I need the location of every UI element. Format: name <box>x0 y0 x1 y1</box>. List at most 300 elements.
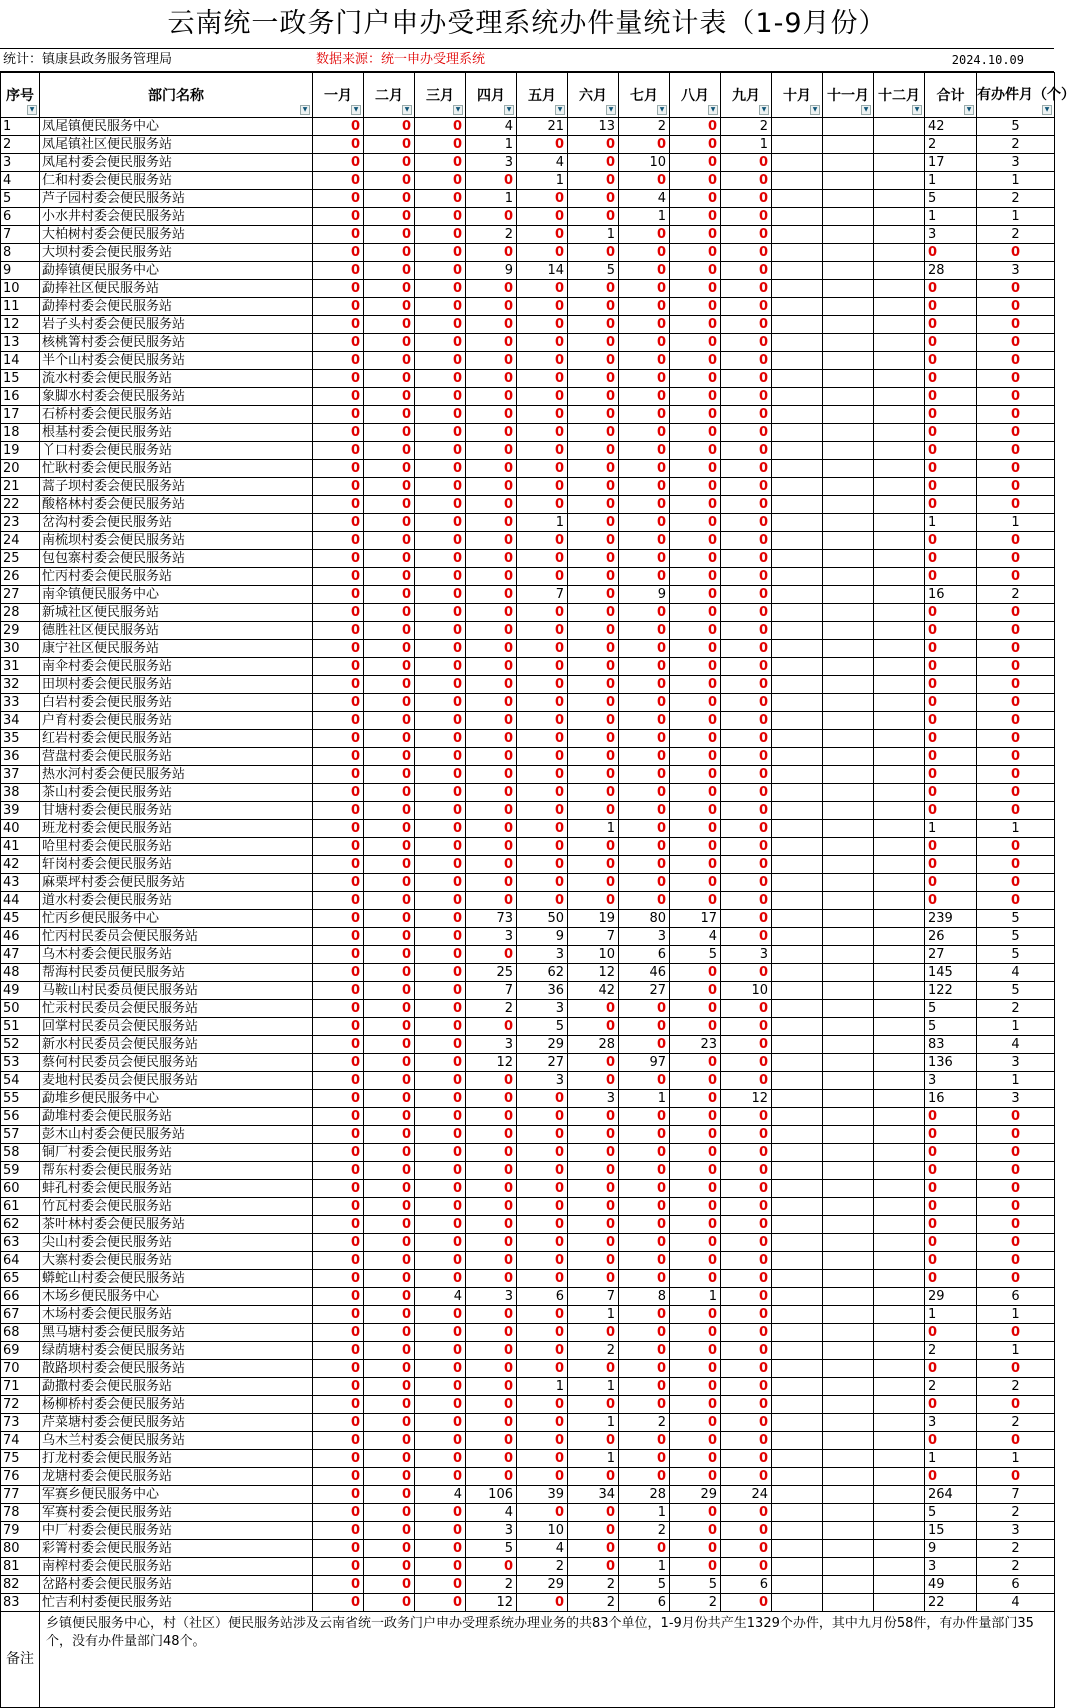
month-value-cell[interactable] <box>874 1594 925 1612</box>
month-value-cell[interactable]: 0 <box>313 1288 364 1306</box>
month-value-cell[interactable]: 0 <box>364 1342 415 1360</box>
month-value-cell[interactable]: 0 <box>415 676 466 694</box>
department-name-cell[interactable]: 甘塘村委会便民服务站 <box>40 802 313 820</box>
month-value-cell[interactable]: 0 <box>364 838 415 856</box>
department-name-cell[interactable]: 班龙村委会便民服务站 <box>40 820 313 838</box>
month-value-cell[interactable]: 10 <box>568 946 619 964</box>
month-value-cell[interactable] <box>874 1270 925 1288</box>
month-value-cell[interactable] <box>823 838 874 856</box>
month-value-cell[interactable]: 0 <box>721 388 772 406</box>
month-value-cell[interactable]: 0 <box>568 1324 619 1342</box>
month-value-cell[interactable] <box>772 208 823 226</box>
row-index-cell[interactable]: 1 <box>1 118 40 136</box>
month-value-cell[interactable]: 27 <box>619 982 670 1000</box>
month-value-cell[interactable]: 0 <box>466 244 517 262</box>
total-cell[interactable]: 0 <box>925 766 977 784</box>
month-value-cell[interactable]: 3 <box>466 928 517 946</box>
active-months-cell[interactable]: 3 <box>977 262 1055 280</box>
department-name-cell[interactable]: 象脚水村委会便民服务站 <box>40 388 313 406</box>
month-value-cell[interactable]: 0 <box>670 442 721 460</box>
month-value-cell[interactable]: 0 <box>568 604 619 622</box>
month-value-cell[interactable]: 0 <box>670 460 721 478</box>
month-value-cell[interactable] <box>772 640 823 658</box>
month-value-cell[interactable] <box>874 136 925 154</box>
month-value-cell[interactable]: 0 <box>313 1414 364 1432</box>
month-value-cell[interactable]: 0 <box>517 1234 568 1252</box>
month-value-cell[interactable]: 0 <box>313 316 364 334</box>
month-value-cell[interactable]: 0 <box>364 442 415 460</box>
month-value-cell[interactable]: 0 <box>517 298 568 316</box>
active-months-cell[interactable]: 2 <box>977 136 1055 154</box>
month-value-cell[interactable]: 4 <box>619 190 670 208</box>
month-value-cell[interactable]: 0 <box>415 118 466 136</box>
month-value-cell[interactable]: 0 <box>670 658 721 676</box>
month-value-cell[interactable]: 0 <box>364 460 415 478</box>
active-months-cell[interactable]: 2 <box>977 226 1055 244</box>
month-value-cell[interactable]: 0 <box>466 1180 517 1198</box>
month-value-cell[interactable]: 0 <box>568 694 619 712</box>
active-months-cell[interactable]: 0 <box>977 532 1055 550</box>
month-value-cell[interactable]: 1 <box>619 1504 670 1522</box>
month-value-cell[interactable]: 0 <box>670 1306 721 1324</box>
month-value-cell[interactable]: 0 <box>364 1216 415 1234</box>
month-value-cell[interactable] <box>874 1090 925 1108</box>
month-value-cell[interactable]: 0 <box>517 244 568 262</box>
month-value-cell[interactable] <box>874 604 925 622</box>
active-months-cell[interactable]: 1 <box>977 1450 1055 1468</box>
active-months-cell[interactable]: 0 <box>977 352 1055 370</box>
month-value-cell[interactable]: 0 <box>415 604 466 622</box>
active-months-cell[interactable]: 6 <box>977 1288 1055 1306</box>
active-months-cell[interactable]: 0 <box>977 1234 1055 1252</box>
dropdown-filter-icon[interactable]: ▼ <box>861 105 871 115</box>
month-value-cell[interactable]: 0 <box>415 1234 466 1252</box>
total-cell[interactable]: 1 <box>925 1450 977 1468</box>
month-value-cell[interactable]: 0 <box>313 1018 364 1036</box>
month-value-cell[interactable] <box>772 280 823 298</box>
month-value-cell[interactable] <box>772 622 823 640</box>
department-name-cell[interactable]: 茶山村委会便民服务站 <box>40 784 313 802</box>
month-value-cell[interactable]: 2 <box>466 1000 517 1018</box>
total-cell[interactable]: 2 <box>925 136 977 154</box>
month-value-cell[interactable] <box>823 622 874 640</box>
month-value-cell[interactable]: 0 <box>415 1576 466 1594</box>
month-value-cell[interactable]: 0 <box>721 838 772 856</box>
month-value-cell[interactable]: 0 <box>364 712 415 730</box>
month-value-cell[interactable]: 0 <box>313 280 364 298</box>
month-value-cell[interactable] <box>874 1180 925 1198</box>
total-cell[interactable]: 9 <box>925 1540 977 1558</box>
total-cell[interactable]: 0 <box>925 460 977 478</box>
month-value-cell[interactable] <box>874 1432 925 1450</box>
month-value-cell[interactable]: 0 <box>466 1360 517 1378</box>
month-value-cell[interactable]: 0 <box>364 910 415 928</box>
month-value-cell[interactable] <box>772 748 823 766</box>
month-value-cell[interactable]: 3 <box>466 1288 517 1306</box>
month-value-cell[interactable]: 0 <box>313 928 364 946</box>
month-value-cell[interactable] <box>874 784 925 802</box>
active-months-cell[interactable]: 0 <box>977 730 1055 748</box>
month-value-cell[interactable]: 0 <box>670 568 721 586</box>
month-value-cell[interactable]: 0 <box>466 748 517 766</box>
month-value-cell[interactable]: 0 <box>466 1198 517 1216</box>
month-value-cell[interactable]: 0 <box>466 298 517 316</box>
month-value-cell[interactable]: 0 <box>313 352 364 370</box>
month-value-cell[interactable]: 0 <box>313 370 364 388</box>
month-value-cell[interactable]: 0 <box>313 388 364 406</box>
row-index-cell[interactable]: 11 <box>1 298 40 316</box>
row-index-cell[interactable]: 15 <box>1 370 40 388</box>
month-value-cell[interactable] <box>874 280 925 298</box>
row-index-cell[interactable]: 30 <box>1 640 40 658</box>
month-value-cell[interactable]: 0 <box>517 874 568 892</box>
month-value-cell[interactable] <box>823 1360 874 1378</box>
month-value-cell[interactable]: 0 <box>619 226 670 244</box>
month-value-cell[interactable]: 0 <box>415 478 466 496</box>
active-months-cell[interactable]: 0 <box>977 622 1055 640</box>
month-value-cell[interactable] <box>772 334 823 352</box>
month-value-cell[interactable]: 0 <box>517 820 568 838</box>
column-header[interactable] <box>619 73 670 118</box>
month-value-cell[interactable]: 0 <box>721 1306 772 1324</box>
month-value-cell[interactable] <box>874 946 925 964</box>
month-value-cell[interactable]: 0 <box>415 1594 466 1612</box>
month-value-cell[interactable]: 0 <box>568 1126 619 1144</box>
total-cell[interactable]: 0 <box>925 298 977 316</box>
month-value-cell[interactable]: 0 <box>517 352 568 370</box>
month-value-cell[interactable]: 0 <box>619 1198 670 1216</box>
month-value-cell[interactable] <box>823 1486 874 1504</box>
active-months-cell[interactable]: 5 <box>977 910 1055 928</box>
active-months-cell[interactable]: 0 <box>977 874 1055 892</box>
month-value-cell[interactable]: 0 <box>313 1396 364 1414</box>
month-value-cell[interactable]: 0 <box>466 586 517 604</box>
row-index-cell[interactable]: 54 <box>1 1072 40 1090</box>
month-value-cell[interactable]: 0 <box>670 1000 721 1018</box>
month-value-cell[interactable]: 0 <box>619 784 670 802</box>
month-value-cell[interactable] <box>823 1306 874 1324</box>
month-value-cell[interactable] <box>772 658 823 676</box>
month-value-cell[interactable]: 0 <box>313 1108 364 1126</box>
month-value-cell[interactable] <box>823 1468 874 1486</box>
active-months-cell[interactable]: 0 <box>977 766 1055 784</box>
month-value-cell[interactable]: 0 <box>313 1450 364 1468</box>
month-value-cell[interactable]: 0 <box>721 280 772 298</box>
month-value-cell[interactable]: 0 <box>466 568 517 586</box>
department-name-cell[interactable]: 勐捧村委会便民服务站 <box>40 298 313 316</box>
month-value-cell[interactable]: 0 <box>313 766 364 784</box>
month-value-cell[interactable]: 0 <box>466 802 517 820</box>
month-value-cell[interactable] <box>823 874 874 892</box>
total-cell[interactable]: 0 <box>925 442 977 460</box>
active-months-cell[interactable]: 0 <box>977 694 1055 712</box>
total-cell[interactable]: 0 <box>925 1198 977 1216</box>
month-value-cell[interactable] <box>823 1450 874 1468</box>
month-value-cell[interactable]: 0 <box>619 1270 670 1288</box>
month-value-cell[interactable] <box>874 118 925 136</box>
month-value-cell[interactable]: 2 <box>619 118 670 136</box>
month-value-cell[interactable]: 0 <box>568 1000 619 1018</box>
month-value-cell[interactable]: 0 <box>313 1198 364 1216</box>
month-value-cell[interactable]: 0 <box>517 1108 568 1126</box>
row-index-cell[interactable]: 68 <box>1 1324 40 1342</box>
month-value-cell[interactable]: 0 <box>670 406 721 424</box>
month-value-cell[interactable]: 0 <box>517 892 568 910</box>
month-value-cell[interactable]: 1 <box>619 1558 670 1576</box>
month-value-cell[interactable]: 0 <box>313 208 364 226</box>
month-value-cell[interactable]: 0 <box>364 1594 415 1612</box>
row-index-cell[interactable]: 21 <box>1 478 40 496</box>
month-value-cell[interactable]: 0 <box>568 892 619 910</box>
row-index-cell[interactable]: 8 <box>1 244 40 262</box>
month-value-cell[interactable] <box>874 676 925 694</box>
month-value-cell[interactable]: 0 <box>415 334 466 352</box>
month-value-cell[interactable]: 0 <box>619 1072 670 1090</box>
row-index-cell[interactable]: 75 <box>1 1450 40 1468</box>
active-months-cell[interactable]: 0 <box>977 406 1055 424</box>
month-value-cell[interactable]: 0 <box>466 1126 517 1144</box>
month-value-cell[interactable]: 0 <box>670 532 721 550</box>
active-months-cell[interactable]: 0 <box>977 1468 1055 1486</box>
month-value-cell[interactable] <box>823 1090 874 1108</box>
active-months-cell[interactable]: 4 <box>977 1036 1055 1054</box>
month-value-cell[interactable]: 0 <box>517 316 568 334</box>
month-value-cell[interactable]: 0 <box>721 1144 772 1162</box>
month-value-cell[interactable]: 0 <box>670 1450 721 1468</box>
department-name-cell[interactable]: 忙丙村民委员会便民服务站 <box>40 928 313 946</box>
month-value-cell[interactable]: 0 <box>721 712 772 730</box>
month-value-cell[interactable]: 1 <box>670 1288 721 1306</box>
month-value-cell[interactable]: 0 <box>364 1558 415 1576</box>
month-value-cell[interactable]: 0 <box>721 1378 772 1396</box>
month-value-cell[interactable]: 0 <box>313 1234 364 1252</box>
row-index-cell[interactable]: 6 <box>1 208 40 226</box>
month-value-cell[interactable]: 0 <box>619 1216 670 1234</box>
month-value-cell[interactable]: 4 <box>517 154 568 172</box>
month-value-cell[interactable]: 0 <box>466 1450 517 1468</box>
month-value-cell[interactable]: 0 <box>517 1090 568 1108</box>
active-months-cell[interactable]: 0 <box>977 280 1055 298</box>
month-value-cell[interactable] <box>874 892 925 910</box>
month-value-cell[interactable]: 0 <box>364 946 415 964</box>
month-value-cell[interactable]: 0 <box>364 136 415 154</box>
month-value-cell[interactable]: 0 <box>466 766 517 784</box>
month-value-cell[interactable] <box>823 442 874 460</box>
month-value-cell[interactable] <box>772 478 823 496</box>
month-value-cell[interactable]: 4 <box>415 1288 466 1306</box>
month-value-cell[interactable]: 3 <box>619 928 670 946</box>
row-index-cell[interactable]: 22 <box>1 496 40 514</box>
month-value-cell[interactable] <box>772 1414 823 1432</box>
month-value-cell[interactable] <box>874 802 925 820</box>
month-value-cell[interactable]: 2 <box>568 1576 619 1594</box>
month-value-cell[interactable]: 0 <box>619 892 670 910</box>
month-value-cell[interactable]: 0 <box>517 1252 568 1270</box>
month-value-cell[interactable]: 0 <box>313 1126 364 1144</box>
active-months-cell[interactable]: 3 <box>977 1054 1055 1072</box>
column-header[interactable] <box>517 73 568 118</box>
total-cell[interactable]: 16 <box>925 1090 977 1108</box>
month-value-cell[interactable] <box>823 1000 874 1018</box>
month-value-cell[interactable]: 0 <box>517 190 568 208</box>
month-value-cell[interactable]: 0 <box>364 892 415 910</box>
month-value-cell[interactable] <box>772 928 823 946</box>
month-value-cell[interactable] <box>823 226 874 244</box>
month-value-cell[interactable]: 0 <box>364 1108 415 1126</box>
column-header[interactable] <box>40 73 313 118</box>
department-name-cell[interactable]: 大寨村委会便民服务站 <box>40 1252 313 1270</box>
department-name-cell[interactable]: 核桃箐村委会便民服务站 <box>40 334 313 352</box>
month-value-cell[interactable]: 0 <box>670 1216 721 1234</box>
month-value-cell[interactable] <box>772 1522 823 1540</box>
row-index-cell[interactable]: 14 <box>1 352 40 370</box>
month-value-cell[interactable]: 10 <box>721 982 772 1000</box>
department-name-cell[interactable]: 道水村委会便民服务站 <box>40 892 313 910</box>
total-cell[interactable]: 0 <box>925 622 977 640</box>
month-value-cell[interactable] <box>874 1036 925 1054</box>
month-value-cell[interactable]: 39 <box>517 1486 568 1504</box>
month-value-cell[interactable]: 0 <box>670 496 721 514</box>
month-value-cell[interactable]: 0 <box>466 784 517 802</box>
month-value-cell[interactable] <box>874 658 925 676</box>
total-cell[interactable]: 3 <box>925 226 977 244</box>
month-value-cell[interactable]: 0 <box>466 424 517 442</box>
total-cell[interactable]: 0 <box>925 496 977 514</box>
month-value-cell[interactable]: 0 <box>721 1558 772 1576</box>
month-value-cell[interactable]: 0 <box>466 1558 517 1576</box>
month-value-cell[interactable]: 0 <box>517 1306 568 1324</box>
month-value-cell[interactable]: 0 <box>619 640 670 658</box>
month-value-cell[interactable] <box>823 1252 874 1270</box>
department-name-cell[interactable]: 红岩村委会便民服务站 <box>40 730 313 748</box>
active-months-cell[interactable]: 0 <box>977 1126 1055 1144</box>
month-value-cell[interactable]: 0 <box>670 586 721 604</box>
department-name-cell[interactable]: 新城社区便民服务站 <box>40 604 313 622</box>
month-value-cell[interactable]: 0 <box>670 118 721 136</box>
month-value-cell[interactable] <box>874 622 925 640</box>
active-months-cell[interactable]: 5 <box>977 946 1055 964</box>
month-value-cell[interactable]: 2 <box>517 1558 568 1576</box>
month-value-cell[interactable] <box>772 1540 823 1558</box>
row-index-cell[interactable]: 13 <box>1 334 40 352</box>
month-value-cell[interactable]: 0 <box>466 1144 517 1162</box>
row-index-cell[interactable]: 33 <box>1 694 40 712</box>
row-index-cell[interactable]: 42 <box>1 856 40 874</box>
month-value-cell[interactable]: 0 <box>670 1432 721 1450</box>
dropdown-filter-icon[interactable]: ▼ <box>708 105 718 115</box>
month-value-cell[interactable]: 0 <box>619 1162 670 1180</box>
month-value-cell[interactable]: 0 <box>364 820 415 838</box>
active-months-cell[interactable]: 1 <box>977 820 1055 838</box>
active-months-cell[interactable]: 6 <box>977 1576 1055 1594</box>
month-value-cell[interactable] <box>772 1090 823 1108</box>
month-value-cell[interactable] <box>772 1108 823 1126</box>
month-value-cell[interactable]: 42 <box>568 982 619 1000</box>
month-value-cell[interactable]: 0 <box>415 1054 466 1072</box>
month-value-cell[interactable]: 3 <box>568 1090 619 1108</box>
month-value-cell[interactable] <box>772 856 823 874</box>
month-value-cell[interactable]: 8 <box>619 1288 670 1306</box>
month-value-cell[interactable]: 0 <box>364 1162 415 1180</box>
active-months-cell[interactable]: 0 <box>977 784 1055 802</box>
month-value-cell[interactable] <box>772 730 823 748</box>
row-index-cell[interactable]: 59 <box>1 1162 40 1180</box>
department-name-cell[interactable]: 热水河村委会便民服务站 <box>40 766 313 784</box>
month-value-cell[interactable]: 0 <box>313 262 364 280</box>
total-cell[interactable]: 0 <box>925 712 977 730</box>
month-value-cell[interactable]: 0 <box>619 1396 670 1414</box>
month-value-cell[interactable] <box>874 190 925 208</box>
month-value-cell[interactable]: 0 <box>619 1252 670 1270</box>
row-index-cell[interactable]: 57 <box>1 1126 40 1144</box>
department-name-cell[interactable]: 麻栗坪村委会便民服务站 <box>40 874 313 892</box>
month-value-cell[interactable]: 0 <box>517 766 568 784</box>
month-value-cell[interactable] <box>874 1000 925 1018</box>
department-name-cell[interactable]: 新水村民委员会便民服务站 <box>40 1036 313 1054</box>
dropdown-filter-icon[interactable]: ▼ <box>606 105 616 115</box>
row-index-cell[interactable]: 10 <box>1 280 40 298</box>
month-value-cell[interactable]: 0 <box>721 1000 772 1018</box>
month-value-cell[interactable]: 0 <box>364 298 415 316</box>
department-name-cell[interactable]: 帮东村委会便民服务站 <box>40 1162 313 1180</box>
row-index-cell[interactable]: 2 <box>1 136 40 154</box>
month-value-cell[interactable] <box>874 640 925 658</box>
total-cell[interactable]: 0 <box>925 532 977 550</box>
month-value-cell[interactable] <box>772 442 823 460</box>
month-value-cell[interactable] <box>874 568 925 586</box>
month-value-cell[interactable]: 0 <box>313 1216 364 1234</box>
row-index-cell[interactable]: 56 <box>1 1108 40 1126</box>
month-value-cell[interactable]: 0 <box>568 622 619 640</box>
month-value-cell[interactable]: 0 <box>619 442 670 460</box>
month-value-cell[interactable]: 3 <box>517 1072 568 1090</box>
month-value-cell[interactable]: 0 <box>721 1468 772 1486</box>
month-value-cell[interactable] <box>823 658 874 676</box>
month-value-cell[interactable]: 0 <box>517 676 568 694</box>
month-value-cell[interactable]: 0 <box>466 622 517 640</box>
month-value-cell[interactable]: 0 <box>415 694 466 712</box>
month-value-cell[interactable] <box>874 766 925 784</box>
month-value-cell[interactable]: 0 <box>670 784 721 802</box>
month-value-cell[interactable]: 0 <box>364 1054 415 1072</box>
active-months-cell[interactable]: 4 <box>977 1594 1055 1612</box>
dropdown-filter-icon[interactable]: ▼ <box>300 105 310 115</box>
month-value-cell[interactable] <box>823 982 874 1000</box>
department-name-cell[interactable]: 杨柳桥村委会便民服务站 <box>40 1396 313 1414</box>
department-name-cell[interactable]: 彩箐村委会便民服务站 <box>40 1540 313 1558</box>
column-header[interactable] <box>772 73 823 118</box>
month-value-cell[interactable]: 0 <box>568 1180 619 1198</box>
month-value-cell[interactable]: 0 <box>517 478 568 496</box>
month-value-cell[interactable] <box>823 586 874 604</box>
month-value-cell[interactable]: 0 <box>415 1162 466 1180</box>
total-cell[interactable]: 29 <box>925 1288 977 1306</box>
month-value-cell[interactable]: 0 <box>313 1252 364 1270</box>
department-name-cell[interactable]: 蟒蛇山村委会便民服务站 <box>40 1270 313 1288</box>
month-value-cell[interactable]: 0 <box>364 1036 415 1054</box>
month-value-cell[interactable]: 0 <box>364 658 415 676</box>
month-value-cell[interactable]: 0 <box>313 748 364 766</box>
month-value-cell[interactable]: 0 <box>517 280 568 298</box>
department-name-cell[interactable]: 丫口村委会便民服务站 <box>40 442 313 460</box>
month-value-cell[interactable]: 0 <box>415 1360 466 1378</box>
month-value-cell[interactable] <box>874 1162 925 1180</box>
month-value-cell[interactable]: 0 <box>619 604 670 622</box>
month-value-cell[interactable]: 0 <box>364 1324 415 1342</box>
month-value-cell[interactable]: 0 <box>670 1270 721 1288</box>
month-value-cell[interactable]: 0 <box>670 1162 721 1180</box>
month-value-cell[interactable]: 0 <box>619 244 670 262</box>
